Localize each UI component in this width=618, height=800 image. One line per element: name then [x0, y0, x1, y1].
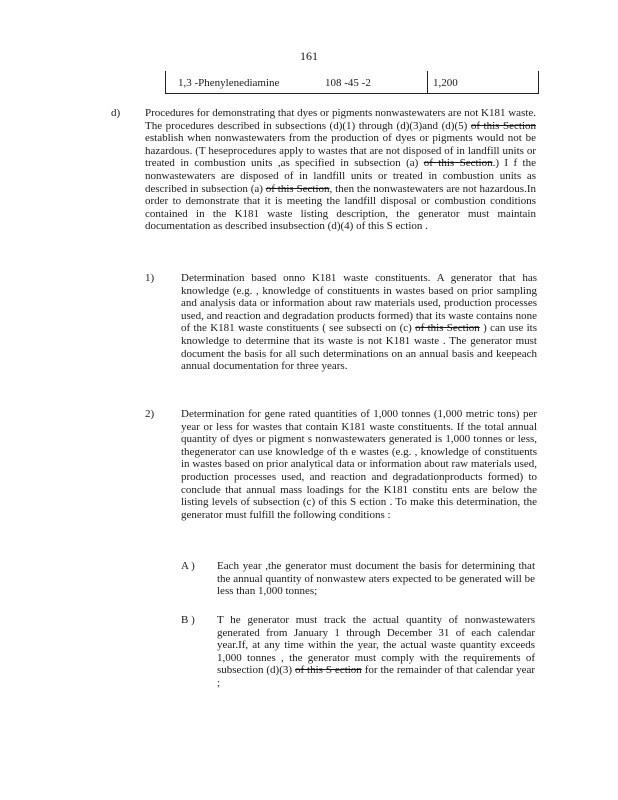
table-cell-chemical: 1,3 -Phenylenediamine — [178, 77, 280, 89]
strikethrough-text: of this Section — [265, 182, 330, 195]
item-b-label: B ) — [181, 614, 195, 626]
strikethrough-text: of this Section — [415, 322, 480, 335]
item-1-paragraph: Determination based onno K181 waste constituents. A generator that has knowledge (e.g. , knowledge of constituents in wastes based on prior sampling and analysis data or information about raw materials used, production processes used, and reaction and degradation products formed) that its waste contains none of the K181 waste constituents ( see subsecti on (c) of this Section ) can use its knowledge to determine that its waste is not K181 waste . The generator must document the basis for all such determinations on an annual basis and keepeach annual documentation for three years. — [181, 272, 538, 373]
table-divider — [427, 71, 428, 93]
table-cell-cas: 108 -45 -2 — [325, 77, 371, 89]
item-1-label: 1) — [145, 272, 155, 284]
table-border-left — [165, 71, 166, 93]
strikethrough-text: of this Section — [470, 119, 537, 132]
item-a-label: A ) — [181, 560, 195, 572]
strikethrough-text: of this Section — [423, 157, 493, 170]
table-row — [165, 71, 539, 94]
table-cell-value: 1,200 — [433, 77, 458, 89]
item-2-label: 2) — [145, 408, 155, 420]
section-d-label: d) — [111, 107, 121, 119]
item-a-paragraph: Each year ,the generator must document the basis for determining that the annual quantity of nonwastew aters expected to be generated will be less than 1,000 tonnes; — [217, 560, 535, 598]
item-b-paragraph: T he generator must track the actual quantity of nonwastewaters generated from January 1 through December 31 of each calendar year.If, at any time within the year, the actual waste quantity exceeds 1,000 tonnes , the generator must comply with the requirements of subsection (d)(3) of this S ection for the remainder of that calendar year ; — [217, 614, 536, 689]
section-d-paragraph: Procedures for demonstrating that dyes or pigments nonwastewaters are not K181 waste. The procedures described in subsections (d)(1) through (d)(3)and (d)(5) of this Section establish when nonwastewaters from the production of dyes or pigments would not be hazardous. (T heseprocedures apply to wastes that are not disposed of in landfill units or treated in combustion units ,as specified in subsection (a) of this Section.) I f the nonwastewaters are disposed of in landfill units or treated in combustion units as described in subsection (a) of this Section, then the nonwastewaters are not hazardous.In order to demonstrate that it is meeting the landfill disposal or combustion conditions contained in the K181 waste listing description, the generator must maintain documentation as described insubsection (d)(4) of this S ection . — [145, 107, 537, 233]
page-number: 161 — [300, 49, 318, 63]
item-2-paragraph: Determination for gene rated quantities of 1,000 tonnes (1,000 metric tons) per year or less for wastes that contain K181 waste constituents. If the total annual quantity of dyes or pigment s nonwastewaters generated is 1,000 tonnes or less, thegenerator can use knowledge of th e wastes (e.g. , knowledge of constituents in wastes based on prior analytical data or information about raw materials used, production processes used, and reaction and degradationproducts formed) to conclude that annual mass loadings for the K181 constitu ents are below the listing levels of subsection (c) of this S ection . To make this determination, the generator must fulfill the following conditions : — [181, 408, 537, 521]
strikethrough-text: of this S ection — [294, 664, 362, 677]
table-border-right — [538, 71, 539, 93]
